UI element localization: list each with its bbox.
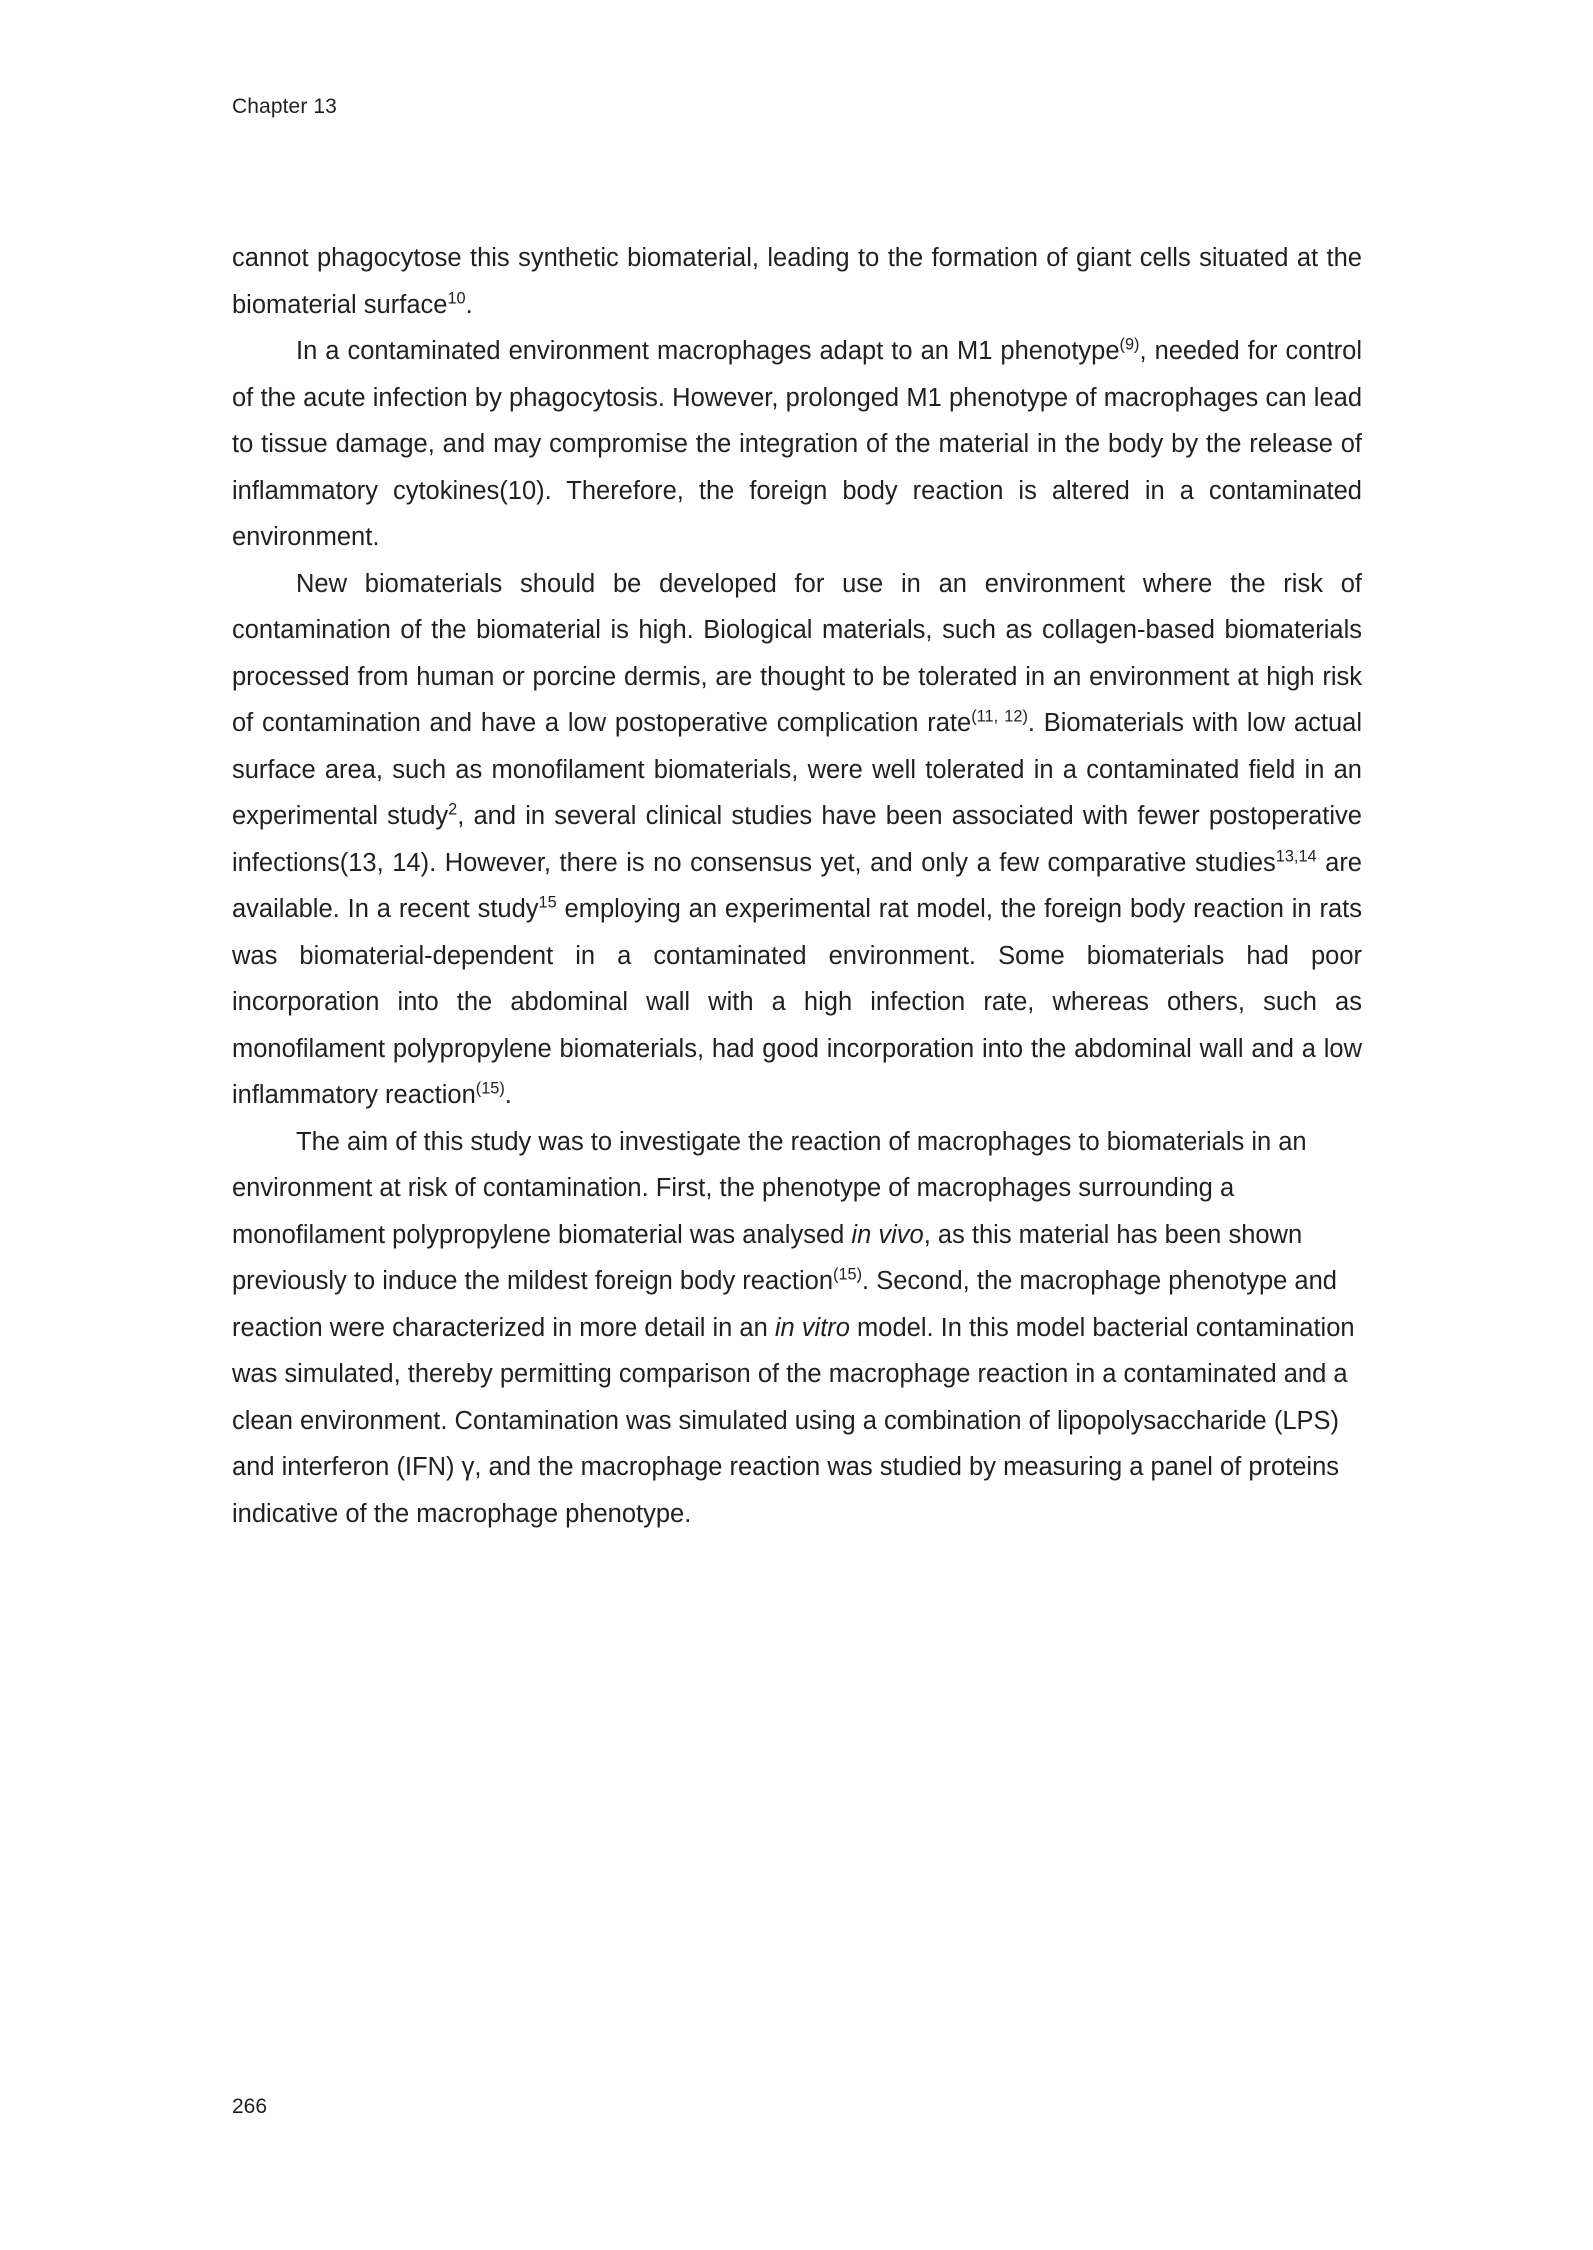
paragraph-4: The aim of this study was to investigate the reaction of macrophages to biomaterials in an environment at risk of contamination. First, the phenotype of macrophages surrounding a monofilament polypropylene biomaterial was analysed in vivo, as this material has been shown previously to induce the mildest foreign body reaction$^{(15)}$. Second, the macrophage phenotype and reaction were characterized in more detail in an in vitro model. In this model bacterial contamination was simulated, thereby permitting comparison of the macrophage reaction in a contaminated and a clean environment. Contamination was simulated using a combination of lipopolysaccharide (LPS) and interferon (IFN) γ, and the macrophage reaction was studied by measuring a panel of proteins indicative of the macrophage phenotype.: [232, 1127, 1355, 1528]
paragraph-1: cannot phagocytose this synthetic biomaterial, leading to the formation of giant cells situated at the biomaterial surface$^{10}$.: [232, 244, 1362, 319]
page-number: 266: [232, 2095, 268, 2118]
running-head: Chapter 13: [232, 95, 337, 118]
body-text: [232, 235, 1362, 1537]
paragraph-3: New biomaterials should be developed for use in an environment where the risk of contamination of the biomaterial is high. Biological materials, such as collagen-based biomaterials processed from human or porcine dermis, are thought to be tolerated in an environment at high risk of contamination and have a low postoperative complication rate$^{(11, 12)}$. Biomaterials with low actual surface area, such as monofilament biomaterials, were well tolerated in a contaminated field in an experimental study$^2$, and in several clinical studies have been associated with fewer postoperative infections(13, 14). However, there is no consensus yet, and only a few comparative studies$^{13,14}$ are available. In a recent study$^{15}$ employing an experimental rat model, the foreign body reaction in rats was biomaterial-dependent in a contaminated environment. Some biomaterials had poor incorporation into the abdominal wall with a high infection rate, whereas others, such as monofilament polypropylene biomaterials, had good incorporation into the abdominal wall and a low inflammatory reaction$^{(15)}$.: [232, 569, 1362, 1109]
paragraph-2: In a contaminated environment macrophages adapt to an M1 phenotype$^{(9)}$, needed for control of the acute infection by phagocytosis. However, prolonged M1 phenotype of macrophages can lead to tissue damage, and may compromise the integration of the material in the body by the release of inflammatory cytokines(10). Therefore, the foreign body reaction is altered in a contaminated environment.: [232, 335, 1362, 551]
